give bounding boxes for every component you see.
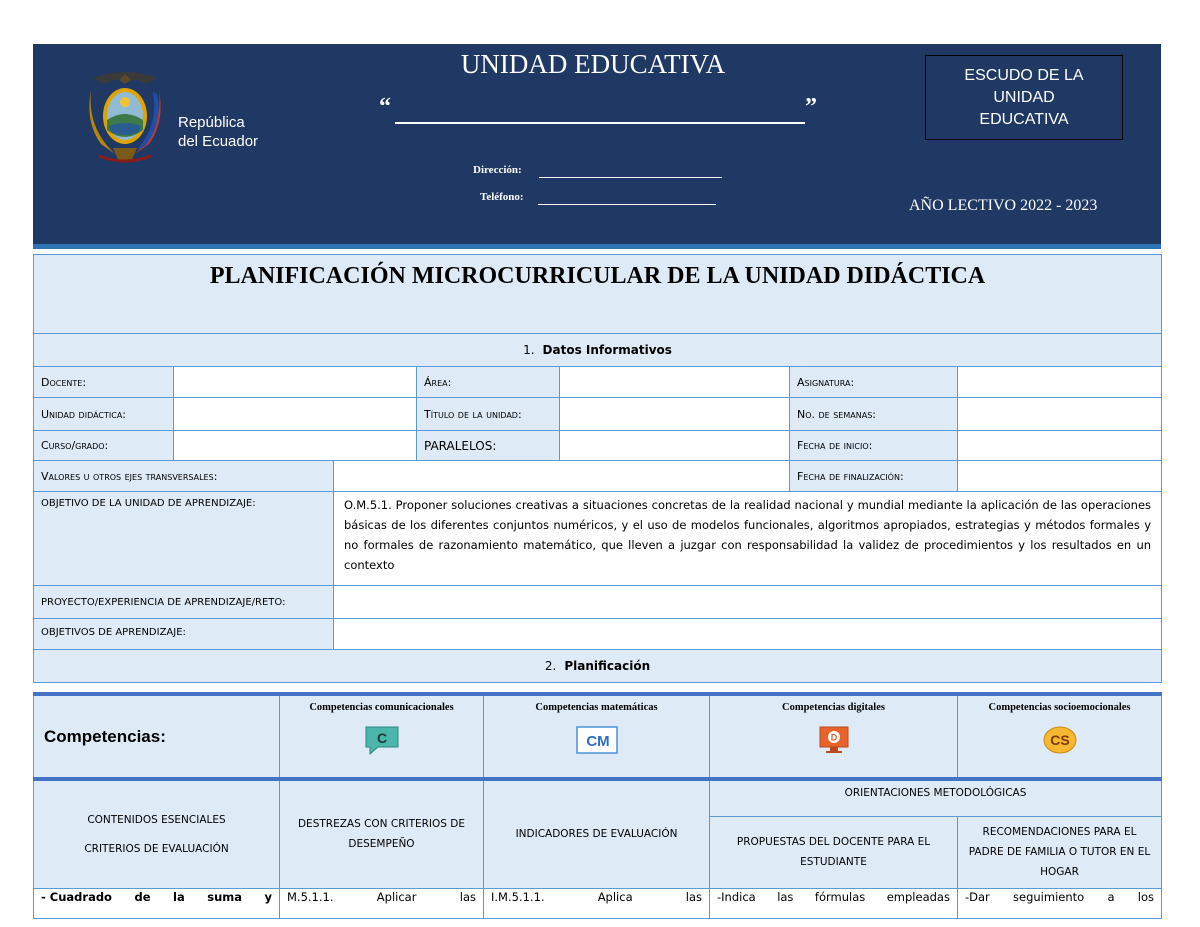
speech-bubble-icon [364, 725, 400, 755]
criterios-header: CRITERIOS DE EVALUACIÓN [84, 842, 229, 855]
destrezas-header: DESTREZAS CON CRITERIOS DE DESEMPEÑO [280, 779, 484, 888]
fecha-fin-label: Fecha de finalización: [790, 461, 958, 492]
objetivos-label: OBJETIVOS DE APRENDIZAJE: [34, 619, 334, 650]
objetivo-text[interactable]: O.M.5.1. Proponer soluciones creativas a situaciones concretas de la realidad nacional y mundial mediante la aplicación de las operaciones básicas de los diferentes conjuntos numéricos, y el uso de modelos funcionales, algoritmos apropiados, estrategias y métodos formales y no formales de razonamiento matemático, que lleven a juzgar con responsabilidad la validez de procedimientos y los resultados en un contexto [334, 492, 1162, 586]
competencia-comunicacional-title: Competencias comunicacionales [309, 702, 454, 713]
area-field[interactable] [560, 367, 790, 398]
competencia-digital [710, 694, 958, 779]
escudo-line1: ESCUDO DE LA [964, 67, 1084, 84]
competencia-digital-title: Competencias digitales [782, 702, 885, 713]
info-table [33, 254, 1162, 683]
propuesta-word: -Indica [717, 889, 756, 904]
recomendacion-word: seguimiento [1013, 889, 1085, 904]
school-year: AÑO LECTIVO 2022 - 2023 [909, 197, 1098, 214]
section-2-header [34, 650, 1162, 683]
destreza-word: Aplicar [376, 889, 417, 904]
orientaciones-header: ORIENTACIONES METODOLÓGICAS [710, 779, 1162, 816]
school-header-banner [33, 44, 1161, 249]
competencia-matematica-icon-text: CM [585, 733, 610, 750]
propuesta-cell[interactable] [710, 888, 958, 918]
objetivos-field[interactable] [334, 619, 1162, 650]
objetivo-label: OBJETIVO DE LA UNIDAD DE APRENDIZAJE: [34, 492, 334, 586]
curso-label: Curso/grado: [34, 431, 174, 461]
propuesta-word: fórmulas [814, 889, 866, 904]
fecha-inicio-label: Fecha de inicio: [790, 431, 958, 461]
competencia-socioemocional [958, 694, 1162, 779]
phone-label: Teléfono: [480, 191, 524, 203]
propuestas-header: PROPUESTAS DEL DOCENTE PARA EL ESTUDIANTE [710, 816, 958, 888]
competencia-comunicacional-icon-text: C [376, 730, 387, 746]
unidad-field[interactable] [174, 398, 417, 431]
republic-label-line1: República [178, 114, 245, 131]
phone-blank[interactable] [538, 204, 716, 205]
planning-table [33, 777, 1162, 919]
contenido-cell[interactable] [34, 888, 280, 918]
proyecto-field[interactable] [334, 586, 1162, 619]
school-crest-placeholder [925, 55, 1123, 140]
recomendaciones-header: RECOMENDACIONES PARA EL PADRE DE FAMILIA O TUTOR EN EL HOGAR [958, 816, 1162, 888]
close-quote: ” [805, 94, 817, 120]
asignatura-field[interactable] [958, 367, 1162, 398]
section-1-title: Datos Informativos [542, 343, 672, 357]
indicador-word: I.M.5.1.1. [491, 889, 545, 904]
destreza-cell[interactable] [280, 888, 484, 918]
address-label: Dirección: [473, 164, 522, 176]
valores-label: Valores u otros ejes transversales: [34, 461, 334, 492]
recomendacion-word: -Dar [965, 889, 990, 904]
titulo-label: Título de la unidad: [417, 398, 560, 431]
competencia-matematica [484, 694, 710, 779]
unidad-label: Unidad didáctica: [34, 398, 174, 431]
competencias-table [33, 692, 1162, 780]
contenido-word: - Cuadrado [41, 889, 112, 904]
recomendacion-word: los [1137, 889, 1154, 904]
contenido-word: suma [207, 889, 242, 904]
contenidos-criterios-header [34, 779, 280, 888]
monitor-icon [818, 725, 850, 755]
indicador-word: las [685, 889, 702, 904]
contenido-word: y [264, 889, 272, 904]
section-2-number: 2. [544, 659, 557, 673]
competencia-socioemocional-title: Competencias socioemocionales [988, 702, 1131, 713]
escudo-line2: UNIDAD [993, 89, 1055, 106]
propuesta-word: empleadas [886, 889, 950, 904]
paralelos-field[interactable] [560, 431, 790, 461]
contenido-word: la [173, 889, 185, 904]
republic-label-line2: del Ecuador [178, 133, 259, 150]
escudo-line3: EDUCATIVA [979, 111, 1069, 128]
area-label: Área: [417, 367, 560, 398]
ecuador-coat-of-arms-icon [85, 68, 165, 168]
asignatura-label: Asignatura: [790, 367, 958, 398]
competencia-digital-icon-text: D [830, 732, 837, 743]
plan-title: PLANIFICACIÓN MICROCURRICULAR DE LA UNIDAD DIDÁCTICA [34, 255, 1162, 334]
proyecto-label: PROYECTO/EXPERIENCIA DE APRENDIZAJE/RETO: [34, 586, 334, 619]
fecha-inicio-field[interactable] [958, 431, 1162, 461]
curso-field[interactable] [174, 431, 417, 461]
docente-label: Docente: [34, 367, 174, 398]
address-blank[interactable] [539, 177, 722, 178]
math-badge-icon [576, 725, 618, 755]
indicador-cell[interactable] [484, 888, 710, 918]
school-title: UNIDAD EDUCATIVA [460, 49, 726, 79]
contenido-word: de [134, 889, 151, 904]
competencia-matematica-title: Competencias matemáticas [535, 702, 658, 713]
school-name-blank[interactable] [395, 122, 805, 124]
titulo-field[interactable] [560, 398, 790, 431]
indicador-word: Aplica [597, 889, 633, 904]
valores-field[interactable] [334, 461, 790, 492]
competencia-comunicacional [280, 694, 484, 779]
contenidos-header: CONTENIDOS ESENCIALES [87, 813, 226, 826]
destreza-word: M.5.1.1. [287, 889, 334, 904]
semanas-label: No. de semanas: [790, 398, 958, 431]
competencia-socioemocional-icon-text: CS [1049, 732, 1070, 748]
paralelos-label: PARALELOS: [417, 431, 560, 461]
open-quote: “ [379, 94, 391, 120]
section-1-header [34, 334, 1162, 367]
socioemotional-badge-icon [1042, 725, 1078, 755]
fecha-fin-field[interactable] [958, 461, 1162, 492]
recomendacion-cell[interactable] [958, 888, 1162, 918]
docente-field[interactable] [174, 367, 417, 398]
section-1-number: 1. [523, 343, 535, 357]
destreza-word: las [459, 889, 476, 904]
recomendacion-word: a [1107, 889, 1115, 904]
indicadores-header: INDICADORES DE EVALUACIÓN [484, 779, 710, 888]
propuesta-word: las [777, 889, 794, 904]
competencias-label: Competencias: [34, 694, 280, 779]
section-2-title: Planificación [564, 659, 651, 673]
semanas-field[interactable] [958, 398, 1162, 431]
